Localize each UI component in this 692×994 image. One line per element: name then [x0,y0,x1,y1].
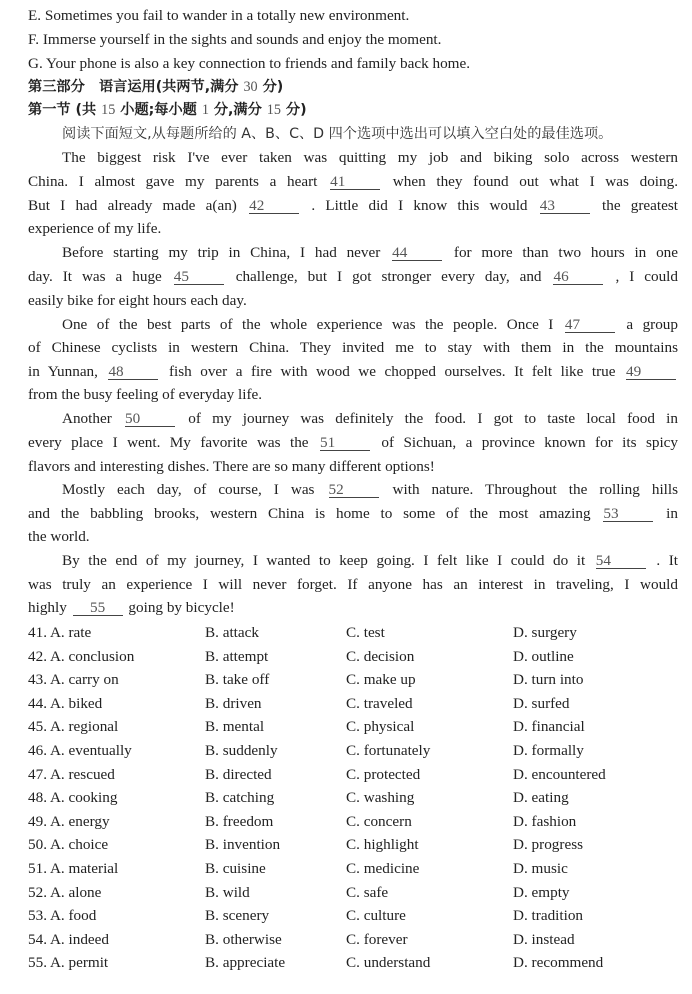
option-b[interactable]: B. attempt [205,647,269,665]
passage-text: By the end of my journey, I wanted to keep going. I felt like I could do it [62,552,586,569]
passage-line: from the busy feeling of everyday life. [28,386,263,403]
passage-text: day. It was a huge [28,268,162,285]
passage-line: of Chinese cyclists in western China. They invited me to stay with them in the mountains [28,339,678,356]
prev-option-g: G. Your phone is also a key connection to friends and family back home. [28,55,471,72]
option-b[interactable]: B. take off [205,671,270,689]
instruction: 阅读下面短文,从每题所给的 A、B、C、D 四个选项中选出可以填入空白处的最佳选项。 [62,126,613,142]
passage-line: The biggest risk I've ever taken was quitting my job and biking solo across western [62,149,678,166]
question-row [28,952,678,974]
option-a[interactable]: 45. A. regional [28,718,119,736]
option-c[interactable]: C. culture [346,907,406,925]
passage-line [62,243,678,263]
prev-option-e: E. Sometimes you fail to wander in a totally new environment. [28,7,410,24]
passage-text: with nature. Throughout the rolling hills [392,481,679,498]
blank-48[interactable]: 48 [108,364,158,380]
question-row [28,740,678,762]
option-b[interactable]: B. catching [205,789,275,807]
blank-43[interactable]: 43 [540,198,590,214]
passage-text: But I had already made a(an) [28,197,237,214]
option-d[interactable]: D. tradition [513,907,584,925]
blank-50[interactable]: 50 [125,411,175,427]
option-b[interactable]: B. suddenly [205,742,278,759]
prev-option-f: F. Immerse yourself in the sights and sounds and enjoy the moment. [28,31,442,48]
option-c[interactable]: C. concern [346,812,412,830]
option-b[interactable]: B. freedom [205,812,274,830]
question-row [28,622,678,644]
question-row [28,646,678,668]
option-c[interactable]: C. traveled [346,694,413,712]
passage-line [28,362,678,382]
question-row [28,764,678,786]
blank-41[interactable]: 41 [330,174,380,190]
option-c[interactable]: C. fortunately [346,742,431,759]
option-a[interactable]: 46. A. eventually [28,742,132,759]
passage-line [28,172,678,192]
blank-47[interactable]: 47 [565,317,615,333]
passage-text: in [666,505,678,522]
option-d[interactable]: D. financial [513,718,585,736]
question-row [28,905,678,927]
option-a[interactable]: 43. A. carry on [28,671,119,689]
question-row [28,811,678,833]
question-row [28,716,678,738]
passage-line: was truly an experience I will never forget. If anyone has an interest in traveling, I would [28,576,678,593]
passage-text: a group [626,316,678,333]
question-row [28,929,678,951]
passage-text: Before starting my trip in China, I had never [62,244,381,261]
blank-49[interactable]: 49 [626,364,676,380]
passage-text: for more than two hours in one [453,244,678,261]
passage-line [62,551,678,571]
option-c[interactable]: C. protected [346,765,421,783]
blank-55[interactable]: 55 [73,600,123,616]
part3-title-text: 第三部分 语言运用(共两节,满分 [28,79,244,95]
passage-line [28,504,678,524]
option-c[interactable]: C. understand [346,954,431,972]
option-a[interactable]: 42. A. conclusion [28,647,135,665]
passage-text: of my journey was definitely the food. I got to taste local food in [188,410,678,427]
option-c[interactable]: C. forever [346,930,408,948]
passage-text: China. I almost gave my parents a heart [28,173,318,190]
option-a[interactable]: 52. A. alone [28,883,102,901]
option-d[interactable]: D. instead [513,930,575,948]
option-a[interactable]: 47. A. rescued [28,765,115,783]
option-a[interactable]: 44. A. biked [28,694,103,712]
option-c[interactable]: C. safe [346,883,389,901]
option-b[interactable]: B. mental [205,718,265,736]
part3-score: 30 [243,79,258,95]
option-a[interactable]: 55. A. permit [28,954,109,972]
passage-line [62,480,678,500]
question-row [28,669,678,691]
option-c[interactable]: C. make up [346,671,416,689]
option-d[interactable]: D. music [513,860,568,877]
option-a[interactable]: 48. A. cooking [28,789,118,807]
question-row [28,882,678,904]
blank-42[interactable]: 42 [249,198,299,214]
passage-line [28,598,678,618]
option-c[interactable]: C. decision [346,647,415,665]
option-b[interactable]: B. attack [205,624,259,641]
passage-line [62,315,678,335]
blank-46[interactable]: 46 [553,269,603,285]
passage-text: Another [62,410,112,427]
question-row [28,834,678,856]
passage-text: every place I went. My favorite was the [28,434,309,451]
passage-text: Mostly each day, of course, I was [62,481,315,498]
option-d[interactable]: D. surgery [513,624,577,641]
option-d[interactable]: D. progress [513,836,584,854]
option-d[interactable]: D. fashion [513,812,577,830]
option-d[interactable]: D. turn into [513,671,584,689]
blank-53[interactable]: 53 [603,506,653,522]
option-c[interactable]: C. washing [346,789,415,807]
passage-text: . Little did I know this would [311,197,528,214]
passage-line: flavors and interesting dishes. There are so many different options! [28,458,435,475]
passage-line [28,196,678,216]
passage-text: highly [28,599,67,616]
passage-text: challenge, but I got stronger every day, and [235,268,542,285]
option-d[interactable]: D. encountered [513,765,606,783]
option-a[interactable]: 49. A. energy [28,812,110,830]
blank-51[interactable]: 51 [320,435,370,451]
section1-text: 小题;每小题 [115,102,202,118]
passage-text: . It [656,552,678,569]
section1-text: 第一节 (共 [28,102,102,118]
passage-text: One of the best parts of the whole experience was the people. Once I [62,316,554,333]
passage-text: when they found out what I was doing. [392,173,678,190]
blank-44[interactable]: 44 [392,245,442,261]
passage-text: going by bicycle! [128,599,235,616]
blank-45[interactable]: 45 [174,269,224,285]
passage-text: of Sichuan, a province known for its spicy [381,434,679,451]
option-b[interactable]: B. directed [205,765,272,783]
passage-line [62,409,678,429]
question-row [28,858,678,880]
section1-text: 分) [280,102,307,118]
option-d[interactable]: D. surfed [513,694,570,712]
blank-54[interactable]: 54 [596,553,646,569]
part3-title-end: 分) [257,79,284,95]
blank-52[interactable]: 52 [329,482,379,498]
passage-text: , I could [615,268,678,285]
option-d[interactable]: D. formally [513,742,584,759]
passage-text: the greatest [602,197,679,214]
question-row [28,693,678,715]
passage-line: easily bike for eight hours each day. [28,292,247,309]
option-b[interactable]: B. otherwise [205,930,282,948]
option-c[interactable]: C. physical [346,718,415,736]
option-b[interactable]: B. cuisine [205,860,266,877]
option-c[interactable]: C. test [346,624,385,641]
option-a[interactable]: 53. A. food [28,907,97,925]
passage-line [28,433,678,453]
passage-line [28,267,678,287]
option-b[interactable]: B. driven [205,694,262,712]
option-b[interactable]: B. wild [205,883,250,901]
option-b[interactable]: B. invention [205,836,281,854]
part3-heading [28,77,678,97]
section1-count: 15 [101,102,116,118]
option-b[interactable]: B. scenery [205,907,270,925]
passage-line: the world. [28,528,90,545]
section1-text: 分,满分 [208,102,267,118]
option-d[interactable]: D. outline [513,647,574,665]
option-d[interactable]: D. empty [513,883,570,901]
option-a[interactable]: 41. A. rate [28,624,92,641]
option-a[interactable]: 54. A. indeed [28,930,109,948]
option-c[interactable]: C. medicine [346,860,420,877]
passage-text: fish over a fire with wood we chopped ourselves. It felt like true [168,363,616,380]
passage-text: in Yunnan, [28,363,98,380]
option-a[interactable]: 51. A. material [28,860,119,877]
passage-line: experience of my life. [28,220,162,237]
option-a[interactable]: 50. A. choice [28,836,109,854]
option-d[interactable]: D. eating [513,789,569,807]
section1-total-score: 15 [266,102,281,118]
option-d[interactable]: D. recommend [513,954,604,972]
option-c[interactable]: C. highlight [346,836,419,854]
option-b[interactable]: B. appreciate [205,954,286,972]
passage-text: and the babbling brooks, western China is home to some of the most amazing [28,505,591,522]
question-row [28,787,678,809]
section1-each-score: 1 [201,102,209,118]
section1-heading [28,100,678,120]
